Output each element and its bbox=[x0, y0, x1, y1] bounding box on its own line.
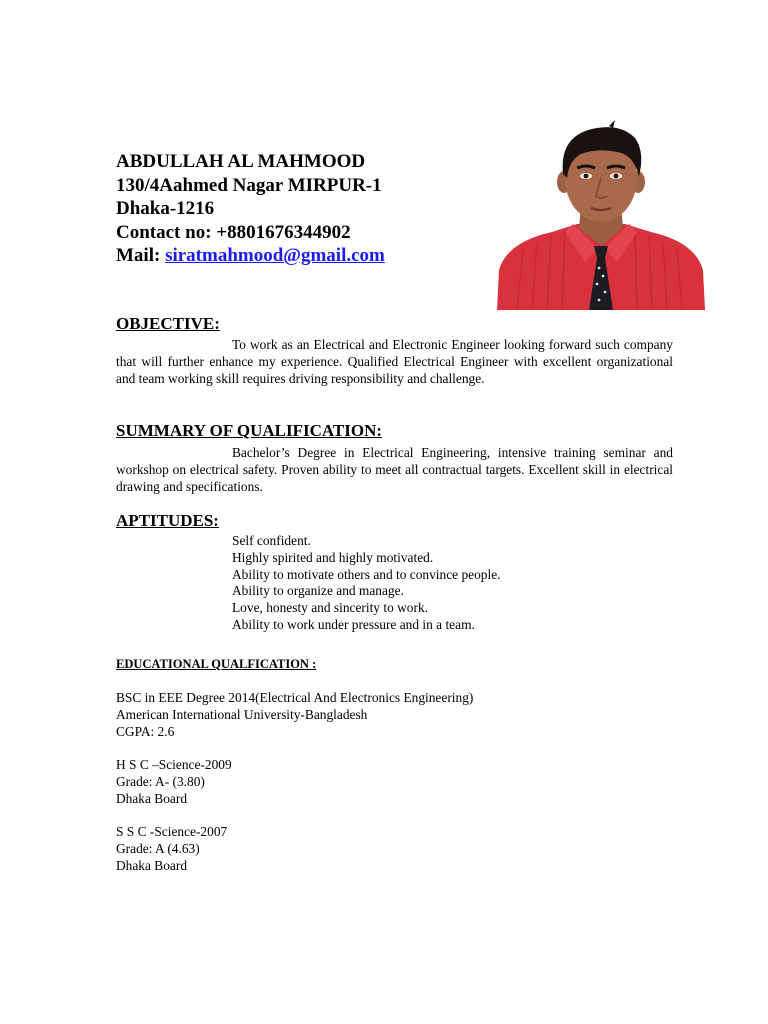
profile-photo bbox=[497, 120, 705, 310]
hsc-board: Dhaka Board bbox=[116, 790, 188, 806]
list-item: Love, honesty and sincerity to work. bbox=[232, 600, 428, 616]
address-line-2: Dhaka-1216 bbox=[116, 198, 215, 219]
summary-text: Bachelor’s Degree in Electrical Engineering, intensive training seminar and workshop on electrical safety. Proven ability to meet all contractual targets. Excellent skill in electrical drawing and specifications. bbox=[116, 445, 673, 494]
list-item: Self confident. bbox=[232, 533, 311, 548]
list-item: Ability to motivate others and to convince people. bbox=[232, 566, 501, 582]
ssc-result: Grade: A (4.63) bbox=[116, 840, 200, 856]
objective-heading: OBJECTIVE: bbox=[116, 314, 220, 333]
list-item: Ability to work under pressure and in a team. bbox=[232, 616, 475, 632]
bsc-institution: American International University-Bangladesh bbox=[116, 706, 368, 722]
education-heading: EDUCATIONAL QUALFICATION : bbox=[116, 657, 317, 671]
contact-header bbox=[116, 150, 496, 268]
objective-text: To work as an Electrical and Electronic Engineer looking forward such company that will further enhance my experience. Qualified Electrical Engineer with excellent organizational and team working skill requires driving responsibility and challenge. bbox=[116, 337, 673, 386]
education-ssc bbox=[116, 824, 227, 874]
list-item: Ability to organize and manage. bbox=[232, 583, 404, 599]
list-item: Highly spirited and highly motivated. bbox=[232, 549, 434, 565]
contact-number: Contact no: +8801676344902 bbox=[116, 221, 351, 243]
ssc-board: Dhaka Board bbox=[116, 857, 188, 873]
portrait-illustration bbox=[497, 120, 705, 310]
mail-label: Mail: bbox=[116, 245, 166, 266]
education-bsc bbox=[116, 690, 473, 740]
bsc-degree: BSC in EEE Degree 2014(Electrical And Electronics Engineering) bbox=[116, 690, 474, 705]
ssc-degree: S S C -Science-2007 bbox=[116, 824, 228, 839]
aptitudes-heading: APTITUDES: bbox=[116, 511, 219, 530]
education-hsc bbox=[116, 757, 232, 807]
hsc-degree: H S C –Science-2009 bbox=[116, 757, 232, 772]
applicant-name: ABDULLAH AL MAHMOOD bbox=[116, 151, 366, 172]
summary-heading: SUMMARY OF QUALIFICATION: bbox=[116, 421, 383, 440]
mail-line bbox=[116, 244, 496, 268]
address-line-1: 130/4Aahmed Nagar MIRPUR-1 bbox=[116, 174, 382, 196]
aptitudes-list bbox=[232, 533, 501, 634]
email-link[interactable]: siratmahmood@gmail.com bbox=[165, 245, 385, 266]
bsc-result: CGPA: 2.6 bbox=[116, 723, 175, 739]
hsc-result: Grade: A- (3.80) bbox=[116, 773, 205, 789]
